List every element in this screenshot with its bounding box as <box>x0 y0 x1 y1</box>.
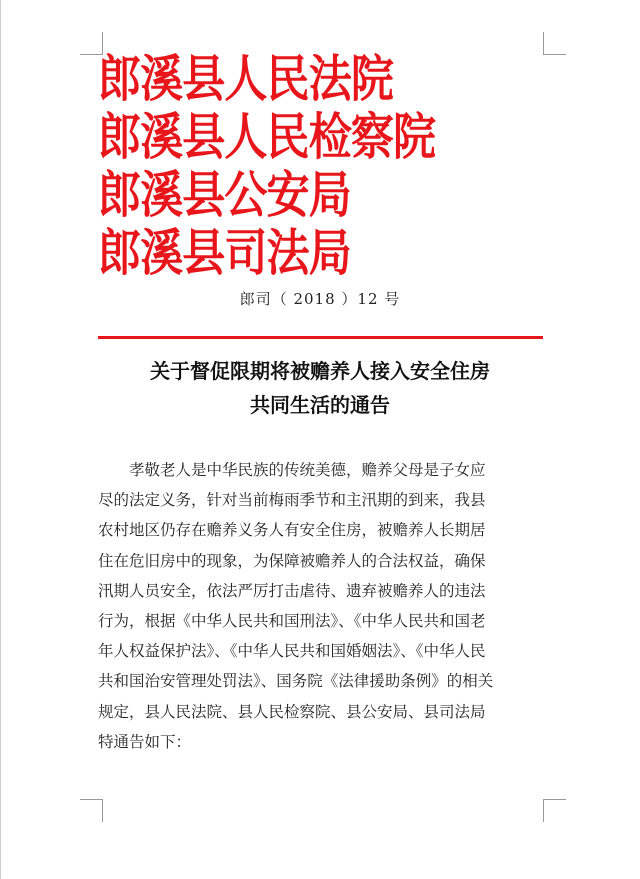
body-line: 年人权益保护法》、《中华人民共和国婚姻法》、《中华人民 <box>98 642 486 661</box>
body-line: 尽的法定义务，针对当前梅雨季节和主汛期的到来，我县 <box>98 491 486 510</box>
body-line: 农村地区仍存在赡养义务人有安全住房，被赡养人长期居 <box>98 521 486 540</box>
crop-mark-bottom-right <box>543 799 566 822</box>
body-line: 汛期人员安全，依法严厉打击虐待、遗弃被赡养人的违法 <box>98 581 486 600</box>
notice-body <box>98 455 543 757</box>
issuing-authorities <box>98 50 538 282</box>
title-line: 关于督促限期将被赡养人接入安全住房 <box>150 359 490 383</box>
document-number: 郎司（ 2018 ）12 号 <box>239 290 401 308</box>
body-line: 住在危旧房中的现象，为保障被赡养人的合法权益，确保 <box>98 551 486 570</box>
title-line: 共同生活的通告 <box>250 393 390 417</box>
issuer-court: 郎溪县人民法院 <box>98 49 393 108</box>
issuer-justice-bureau: 郎溪县司法局 <box>98 223 351 282</box>
page-edge <box>0 0 1 879</box>
issuer-public-security: 郎溪县公安局 <box>98 165 351 224</box>
body-line: 规定，县人民法院、县人民检察院、县公安局、县司法局 <box>98 702 486 721</box>
crop-mark-bottom-left <box>80 799 103 822</box>
notice-title <box>0 354 640 422</box>
body-line: 特通告如下： <box>98 732 192 751</box>
body-line: 孝敬老人是中华民族的传统美德，赡养父母是子女应 <box>98 461 486 479</box>
red-divider <box>98 336 543 339</box>
body-line: 行为，根据《中华人民共和国刑法》、《中华人民共和国老 <box>98 612 486 631</box>
crop-mark-top-right <box>543 32 566 55</box>
issuer-procuratorate: 郎溪县人民检察院 <box>98 107 436 166</box>
body-line: 共和国治安管理处罚法》、国务院《法律援助条例》的相关 <box>98 672 494 691</box>
